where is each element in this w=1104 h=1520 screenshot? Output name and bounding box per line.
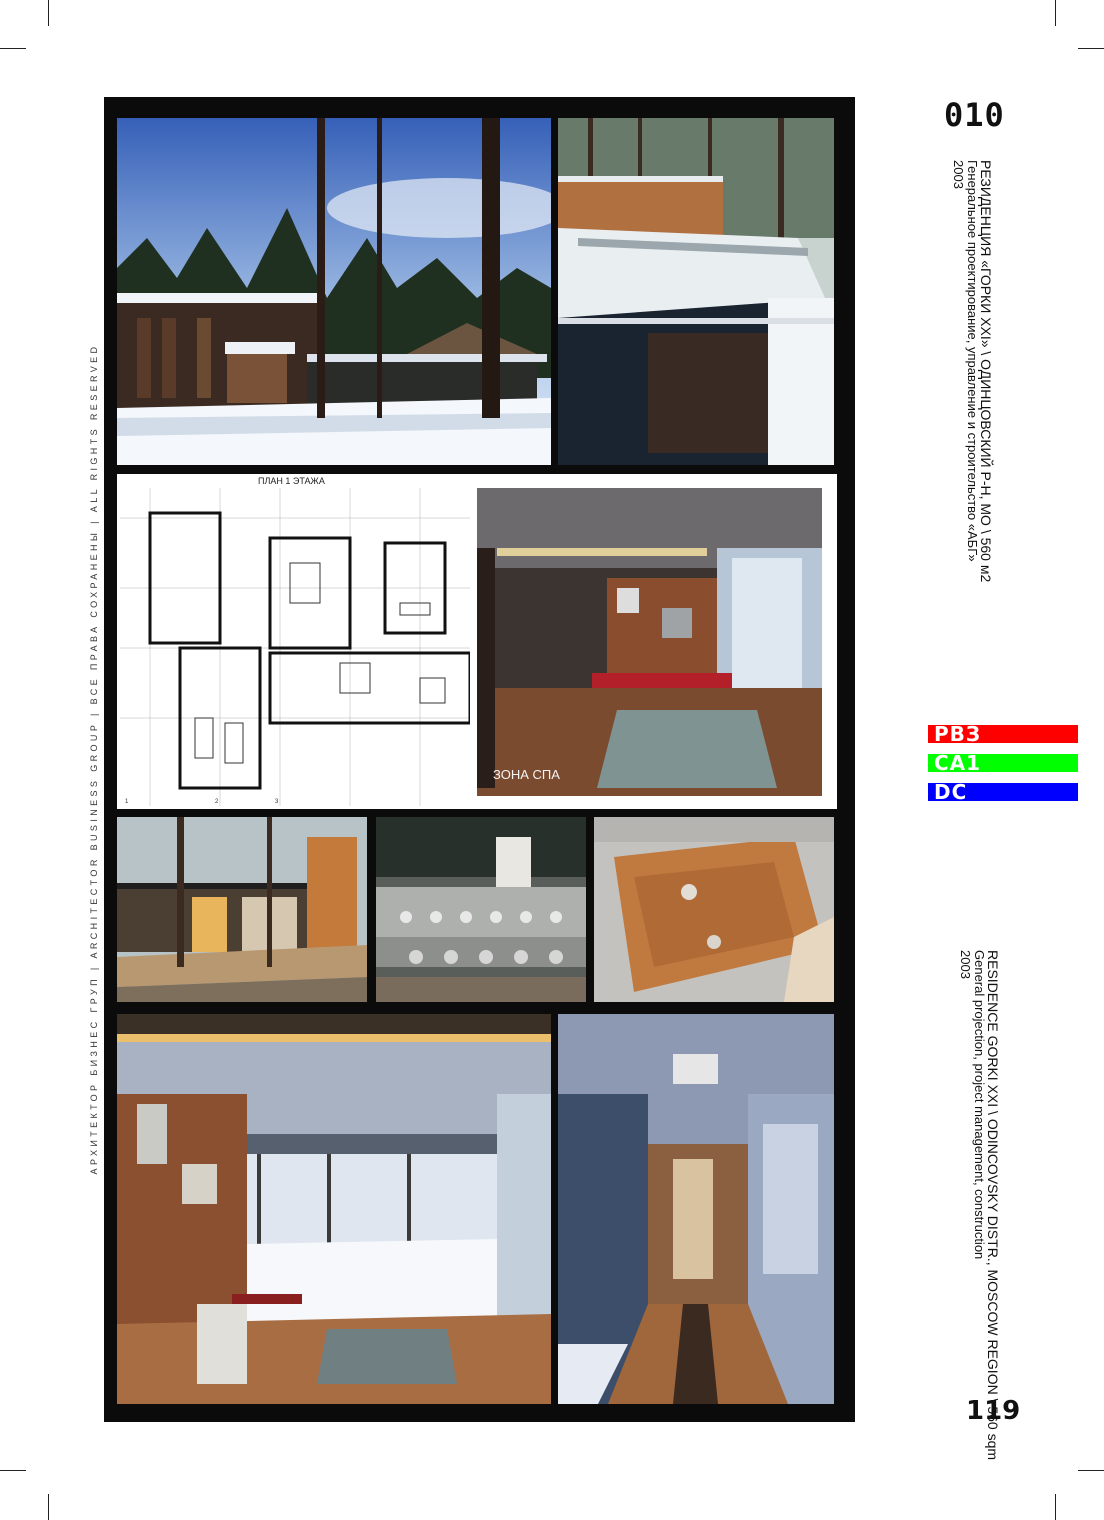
photo-house-exterior <box>117 118 551 465</box>
project-year-en: 2003 <box>958 950 973 979</box>
rights-strip <box>84 96 104 1422</box>
badge-dc <box>928 780 1078 804</box>
photo-construction-structure <box>376 817 586 1002</box>
crop-mark <box>48 0 49 26</box>
crop-mark <box>1055 1494 1056 1520</box>
badge-rvz-label: РВЗ <box>934 722 982 746</box>
photo-spa-interior <box>117 1014 551 1404</box>
project-info-ru <box>951 160 993 582</box>
page-number: 119 <box>966 1396 1021 1426</box>
floor-plan-title: ПЛАН 1 ЭТАЖА <box>258 476 325 486</box>
project-title-en: RESIDENCE GORKI XXI \ ODINCOVSKY DISTR., MOSCOW REGION \ 560 sqm <box>985 950 1001 1461</box>
rights-text: АРХИТЕКТОР БИЗНЕС ГРУП | ARCHITECTOR BUSINESS GROUP | ВСЕ ПРАВА СОХРАНЕНЫ | ALL RIGHTS RESERVED <box>89 343 99 1175</box>
svg-text:3: 3 <box>275 799 279 805</box>
badge-ca1 <box>928 751 1078 775</box>
badge-ca1-label: СА1 <box>934 751 982 775</box>
spa-zone-caption: ЗОНА СПА <box>493 767 560 782</box>
photo-construction-deck <box>117 817 367 1002</box>
photo-pool-roof <box>558 118 834 465</box>
crop-mark <box>48 1494 49 1520</box>
project-subtitle-ru: Генеральное проектирование, управление и строительство «АБГ» <box>965 160 980 562</box>
crop-mark <box>0 1470 26 1471</box>
crop-mark <box>0 48 26 49</box>
project-year-ru: 2003 <box>951 160 966 189</box>
svg-text:2: 2 <box>215 799 219 805</box>
crop-mark <box>1078 1470 1104 1471</box>
photo-spa-zone <box>477 488 822 796</box>
project-info-en <box>958 950 1000 1460</box>
project-title-ru: РЕЗИДЕНЦИЯ «ГОРКИ XXI» \ ОДИНЦОВСКИЙ Р-Н, МО \ 560 м2 <box>978 160 994 583</box>
photo-pool-construction <box>594 817 834 1002</box>
badge-rvz <box>928 722 1078 746</box>
floor-plan-drawing <box>120 488 470 806</box>
page-code: 010 <box>944 96 1005 134</box>
crop-mark <box>1078 48 1104 49</box>
badge-dc-label: DC <box>934 780 968 804</box>
crop-mark <box>1055 0 1056 26</box>
photo-corridor <box>558 1014 834 1404</box>
project-subtitle-en: General projection, project management, construction <box>972 950 987 1260</box>
svg-text:1: 1 <box>125 799 129 805</box>
